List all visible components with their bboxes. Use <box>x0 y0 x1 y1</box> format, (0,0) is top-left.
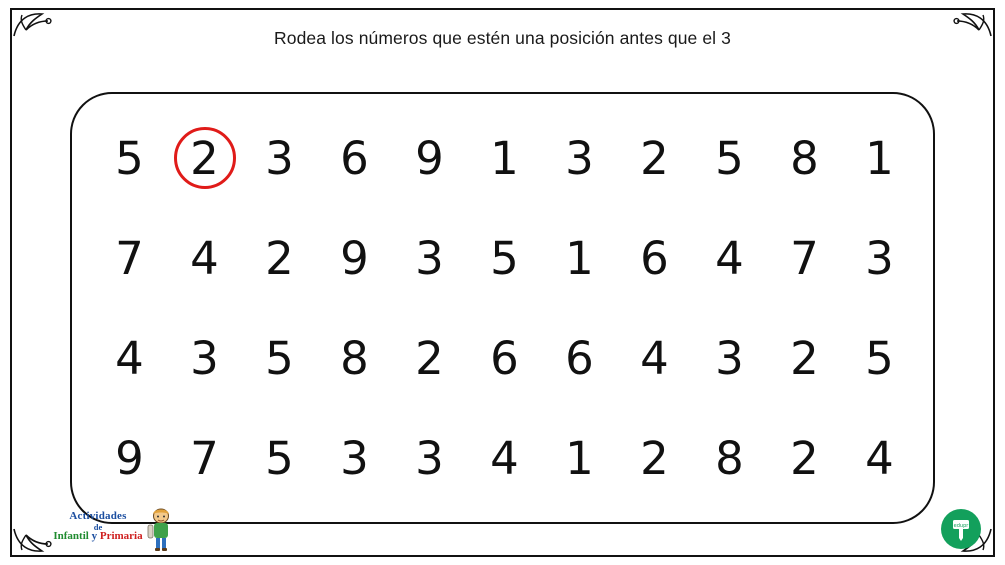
grid-digit: 2 <box>790 331 819 385</box>
grid-digit: 1 <box>565 431 594 485</box>
grid-cell[interactable] <box>542 308 617 408</box>
grid-digit: 3 <box>190 331 219 385</box>
grid-digit: 4 <box>640 331 669 385</box>
grid-digit: 3 <box>340 431 369 485</box>
logo-line-1: Actividades <box>69 510 127 522</box>
grid-cell[interactable] <box>167 208 242 308</box>
grid-digit: 5 <box>715 131 744 185</box>
grid-digit: 3 <box>415 431 444 485</box>
grid-digit: 6 <box>640 231 669 285</box>
grid-digit: 6 <box>565 331 594 385</box>
mascot-icon <box>144 507 178 551</box>
grid-cell[interactable] <box>692 208 767 308</box>
grid-cell[interactable] <box>92 108 167 208</box>
grid-digit: 9 <box>115 431 144 485</box>
site-logo <box>48 507 183 553</box>
grid-cell[interactable] <box>242 108 317 208</box>
grid-cell[interactable] <box>842 208 917 308</box>
grid-digit: 5 <box>265 431 294 485</box>
grid-digit: 5 <box>490 231 519 285</box>
publisher-badge <box>941 509 981 549</box>
grid-cell[interactable] <box>392 308 467 408</box>
grid-digit: 2 <box>790 431 819 485</box>
grid-digit: 8 <box>715 431 744 485</box>
grid-cell[interactable] <box>617 408 692 508</box>
grid-cell[interactable] <box>92 308 167 408</box>
worksheet-instruction: Rodea los números que estén una posición antes que el 3 <box>274 28 731 48</box>
grid-cell[interactable] <box>92 208 167 308</box>
grid-digit: 3 <box>415 231 444 285</box>
logo-line-3 <box>48 531 148 543</box>
grid-cell[interactable] <box>842 108 917 208</box>
grid-digit: 8 <box>790 131 819 185</box>
grid-cell[interactable] <box>617 208 692 308</box>
grid-cell[interactable] <box>392 208 467 308</box>
grid-digit: 7 <box>790 231 819 285</box>
grid-digit: 2 <box>640 131 669 185</box>
grid-digit: 4 <box>490 431 519 485</box>
grid-digit: 5 <box>115 131 144 185</box>
grid-digit: 2 <box>415 331 444 385</box>
grid-digit: 3 <box>265 131 294 185</box>
grid-digit: 7 <box>115 231 144 285</box>
grid-cell[interactable] <box>467 408 542 508</box>
grid-digit: 9 <box>415 131 444 185</box>
grid-cell[interactable] <box>542 408 617 508</box>
grid-digit: 4 <box>865 431 894 485</box>
grid-cell[interactable] <box>692 108 767 208</box>
grid-cell[interactable] <box>467 308 542 408</box>
grid-digit: 2 <box>265 231 294 285</box>
grid-cell[interactable] <box>767 408 842 508</box>
grid-cell[interactable] <box>392 108 467 208</box>
grid-digit: 7 <box>190 431 219 485</box>
grid-digit: 4 <box>190 231 219 285</box>
grid-cell[interactable] <box>242 308 317 408</box>
grid-digit: 1 <box>490 131 519 185</box>
grid-cell[interactable] <box>842 408 917 508</box>
grid-cell[interactable] <box>317 408 392 508</box>
grid-digit: 4 <box>115 331 144 385</box>
grid-cell[interactable] <box>842 308 917 408</box>
grid-cell[interactable] <box>617 108 692 208</box>
publisher-badge-icon <box>948 516 974 542</box>
logo-conn: y <box>88 530 100 543</box>
grid-digit: 3 <box>715 331 744 385</box>
grid-digit: 8 <box>340 331 369 385</box>
grid-cell-circled[interactable] <box>167 108 242 208</box>
logo-line-2: de <box>93 521 103 532</box>
grid-cell[interactable] <box>767 108 842 208</box>
grid-digit: 5 <box>265 331 294 385</box>
site-logo-text <box>48 511 148 543</box>
grid-digit: 4 <box>715 231 744 285</box>
grid-digit: 1 <box>865 131 894 185</box>
grid-cell[interactable] <box>467 208 542 308</box>
grid-cell[interactable] <box>242 208 317 308</box>
grid-digit: 5 <box>865 331 894 385</box>
svg-text:edupr: edupr <box>953 523 969 529</box>
number-grid <box>92 108 917 508</box>
grid-cell[interactable] <box>167 408 242 508</box>
grid-cell[interactable] <box>317 308 392 408</box>
grid-cell[interactable] <box>617 308 692 408</box>
grid-cell[interactable] <box>317 108 392 208</box>
logo-primaria: Primaria <box>99 530 143 543</box>
grid-cell[interactable] <box>392 408 467 508</box>
grid-cell[interactable] <box>542 208 617 308</box>
grid-digit: 1 <box>565 231 594 285</box>
logo-infantil: Infantil <box>53 530 89 543</box>
grid-cell[interactable] <box>242 408 317 508</box>
grid-digit: 2 <box>190 131 219 185</box>
grid-digit: 6 <box>340 131 369 185</box>
grid-cell[interactable] <box>692 308 767 408</box>
grid-cell[interactable] <box>92 408 167 508</box>
grid-digit: 3 <box>565 131 594 185</box>
grid-cell[interactable] <box>767 308 842 408</box>
grid-digit: 3 <box>865 231 894 285</box>
grid-cell[interactable] <box>692 408 767 508</box>
grid-cell[interactable] <box>542 108 617 208</box>
grid-digit: 2 <box>640 431 669 485</box>
grid-cell[interactable] <box>317 208 392 308</box>
grid-cell[interactable] <box>767 208 842 308</box>
grid-digit: 6 <box>490 331 519 385</box>
grid-digit: 9 <box>340 231 369 285</box>
grid-cell[interactable] <box>467 108 542 208</box>
grid-cell[interactable] <box>167 308 242 408</box>
